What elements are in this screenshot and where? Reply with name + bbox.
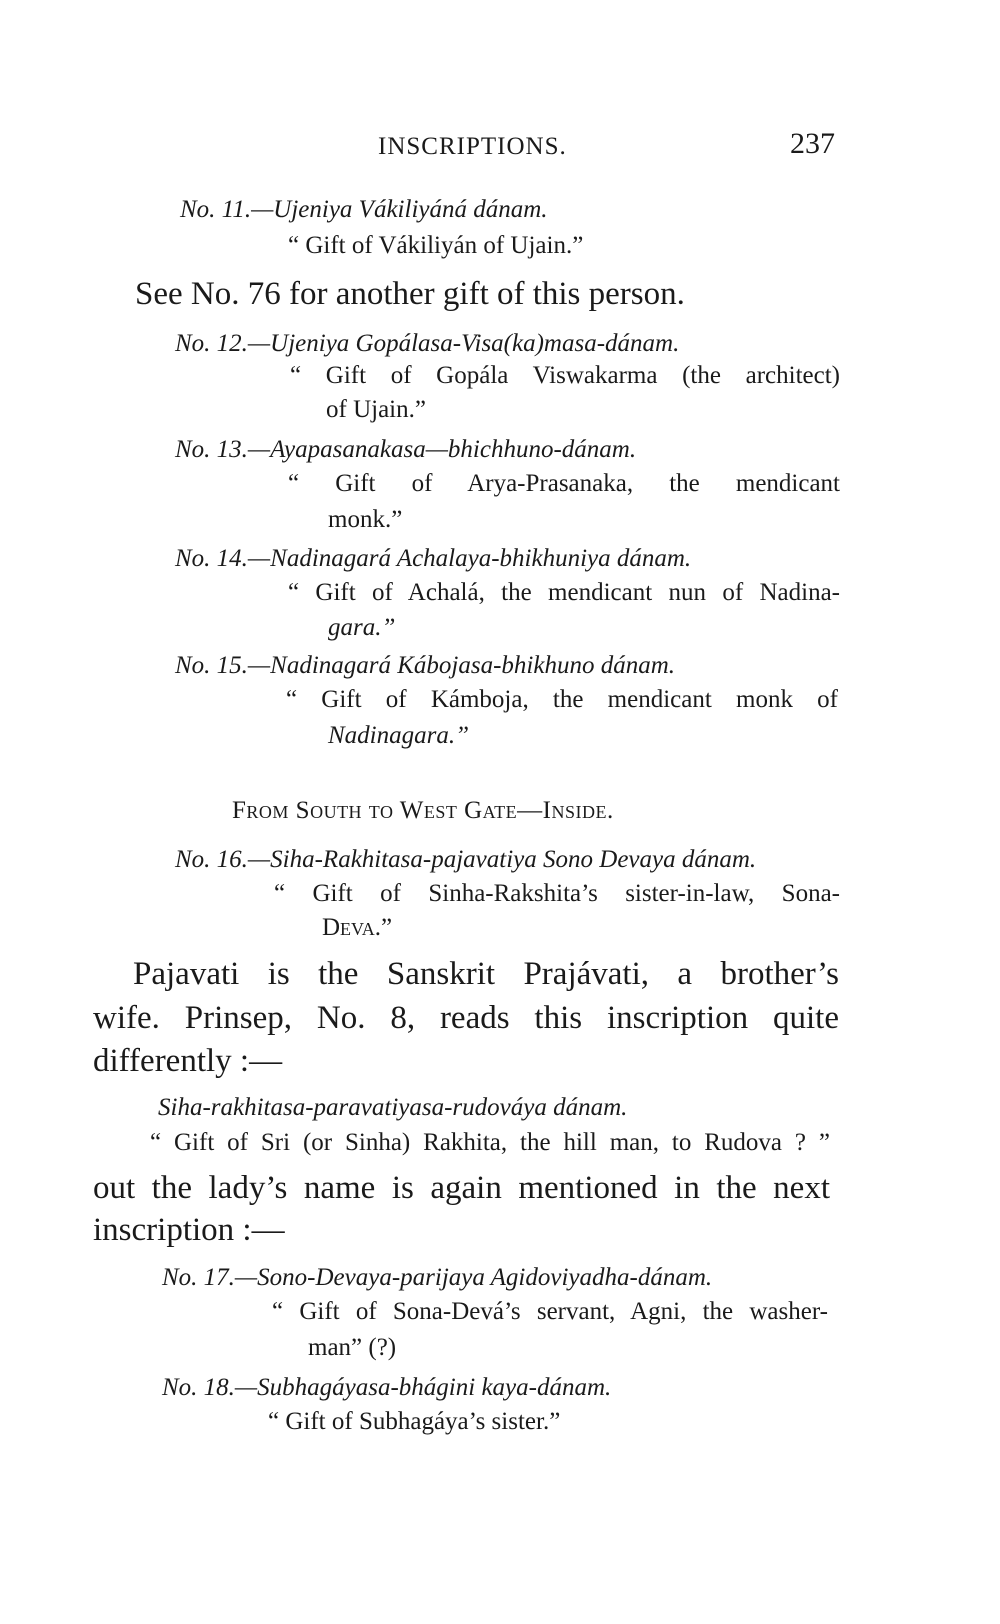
entry-16-translation: “ Gift of Sinha-Rakshita’s sister-in-law, Sona- [274,880,840,907]
section-heading: From South to West Gate—Inside. [232,797,614,824]
entry-14-translation-cont: gara.” [328,614,396,641]
running-header: INSCRIPTIONS. [378,133,567,160]
commentary-line-2: wife. Prinsep, No. 8, reads this inscription quite [93,1000,839,1036]
entry-15-translation: “ Gift of Kámboja, the mendicant monk of [286,686,838,713]
entry-18-heading: No. 18.—Subhagáyasa-bhágini kaya-dánam. [162,1374,612,1401]
prinsep-translation: “ Gift of Sri (or Sinha) Rakhita, the hill man, to Rudova ? ” [150,1129,830,1156]
prinsep-reading: Siha-rakhitasa-paravatiyasa-rudováya dánam. [158,1094,628,1121]
entry-13-translation: “ Gift of Arya-Prasanaka, the mendicant [288,470,840,497]
commentary-line-1: Pajavati is the Sanskrit Prajávati, a brother’s [133,956,839,992]
commentary-line-3: differently :— [93,1043,283,1079]
entry-18-translation: “ Gift of Subhagáya’s sister.” [268,1408,561,1435]
entry-12-heading: No. 12.—Ujeniya Gopálasa-Visa(ka)masa-dánam. [175,330,680,357]
entry-14-translation: “ Gift of Achalá, the mendicant nun of Nadina- [288,579,840,606]
entry-13-heading: No. 13.—Ayapasanakasa—bhichhuno-dánam. [175,436,637,463]
entry-12-translation: “ Gift of Gopála Viswakarma (the architect) [290,362,840,389]
entry-15-heading: No. 15.—Nadinagará Kábojasa-bhikhuno dánam. [175,652,676,679]
entry-11-heading: No. 11.—Ujeniya Vákiliyáná dánam. [180,196,548,223]
commentary-line-4: out the lady’s name is again mentioned in the next [93,1170,830,1206]
entry-11-translation: “ Gift of Vákiliyán of Ujain.” [288,232,584,259]
entry-14-heading: No. 14.—Nadinagará Achalaya-bhikhuniya dánam. [175,545,692,572]
commentary-line-5: inscription :— [93,1212,285,1248]
entry-16-heading: No. 16.—Siha-Rakhitasa-pajavatiya Sono Devaya dánam. [175,846,757,873]
entry-17-translation: “ Gift of Sona-Devá’s servant, Agni, the washer- [272,1298,828,1325]
entry-12-translation-cont: of Ujain.” [326,396,426,423]
entry-17-heading: No. 17.—Sono-Devaya-parijaya Agidoviyadha-dánam. [162,1264,713,1291]
page-number: 237 [790,127,835,160]
entry-16-translation-cont: Deva.” [322,914,393,941]
body-note-line: See No. 76 for another gift of this person. [135,276,685,312]
entry-17-translation-cont: man” (?) [308,1334,397,1361]
entry-15-translation-cont: Nadinagara.” [328,722,470,749]
entry-13-translation-cont: monk.” [328,506,403,533]
